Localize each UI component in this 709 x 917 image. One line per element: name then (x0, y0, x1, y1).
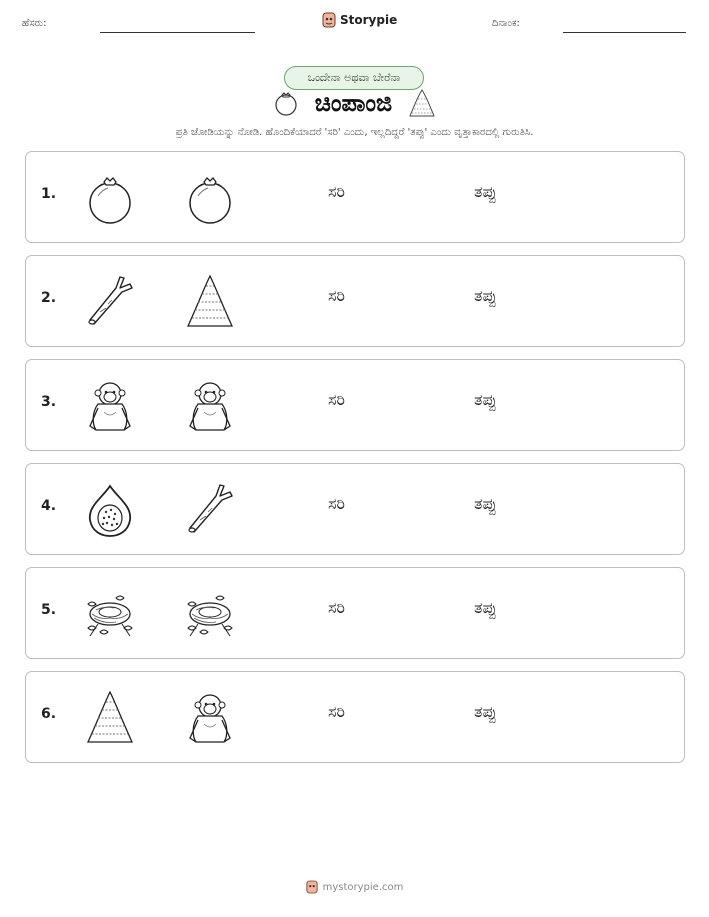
row-number: 5. (41, 602, 57, 618)
nest-icon (80, 584, 140, 644)
termite-mound-icon (408, 88, 436, 118)
pomegranate-icon (80, 168, 140, 228)
chimpanzee-icon (180, 688, 240, 748)
option-false[interactable]: ತಪ್ಪು (474, 702, 497, 721)
brand-name: Storypie (340, 13, 398, 27)
termite-mound-icon (80, 688, 140, 748)
option-true[interactable]: ಸರಿ (328, 598, 345, 617)
row-number: 1. (41, 186, 57, 202)
footer-url: mystorypie.com (322, 881, 404, 893)
footer (0, 880, 709, 894)
pomegranate-icon (180, 168, 240, 228)
chimpanzee-icon (80, 376, 140, 436)
option-true[interactable]: ಸರಿ (328, 182, 345, 201)
pair-row (25, 567, 685, 659)
pomegranate-icon (273, 89, 299, 117)
option-false[interactable]: ತಪ್ಪು (474, 494, 497, 513)
category-badge: ಒಂದೇನಾ ಅಥವಾ ಬೇರೆನಾ (284, 66, 424, 90)
instructions: ಪ್ರತಿ ಜೋಡಿಯನ್ನು ನೋಡಿ. ಹೊಂದಿಕೆಯಾದರೆ 'ಸರಿ' ಎಂದು, ಇಲ್ಲದಿದ್ದರೆ 'ತಪ್ಪು' ಎಂದು ವೃತ್ತಾಕಾರದಲ್ಲಿ ಗುರುತಿಸಿ. (175, 127, 534, 138)
option-false[interactable]: ತಪ್ಪು (474, 390, 497, 409)
option-false[interactable]: ತಪ್ಪು (474, 182, 497, 201)
pair-row (25, 359, 685, 451)
storypie-mascot-icon (322, 12, 336, 28)
row-number: 2. (41, 290, 57, 306)
nest-icon (180, 584, 240, 644)
pair-row (25, 463, 685, 555)
option-true[interactable]: ಸರಿ (328, 390, 345, 409)
brand-logo (322, 12, 397, 28)
date-line[interactable] (563, 32, 686, 33)
storypie-mascot-icon (306, 880, 318, 894)
option-true[interactable]: ಸರಿ (328, 494, 345, 513)
pair-row (25, 671, 685, 763)
pair-row (25, 255, 685, 347)
option-true[interactable]: ಸರಿ (328, 286, 345, 305)
name-label: ಹೆಸರು: (22, 18, 47, 29)
row-number: 3. (41, 394, 57, 410)
row-number: 4. (41, 498, 57, 514)
stick-icon (180, 480, 240, 540)
chimpanzee-icon (180, 376, 240, 436)
name-line[interactable] (100, 32, 255, 33)
fig-icon (80, 480, 140, 540)
title-row (0, 88, 709, 118)
option-false[interactable]: ತಪ್ಪು (474, 598, 497, 617)
pair-row (25, 151, 685, 243)
stick-icon (80, 272, 140, 332)
option-true[interactable]: ಸರಿ (328, 702, 345, 721)
row-number: 6. (41, 706, 57, 722)
date-label: ದಿನಾಂಕ: (492, 18, 520, 29)
termite-mound-icon (180, 272, 240, 332)
option-false[interactable]: ತಪ್ಪು (474, 286, 497, 305)
page-title: ಚಿಂಪಾಂಜಿ (314, 89, 393, 117)
